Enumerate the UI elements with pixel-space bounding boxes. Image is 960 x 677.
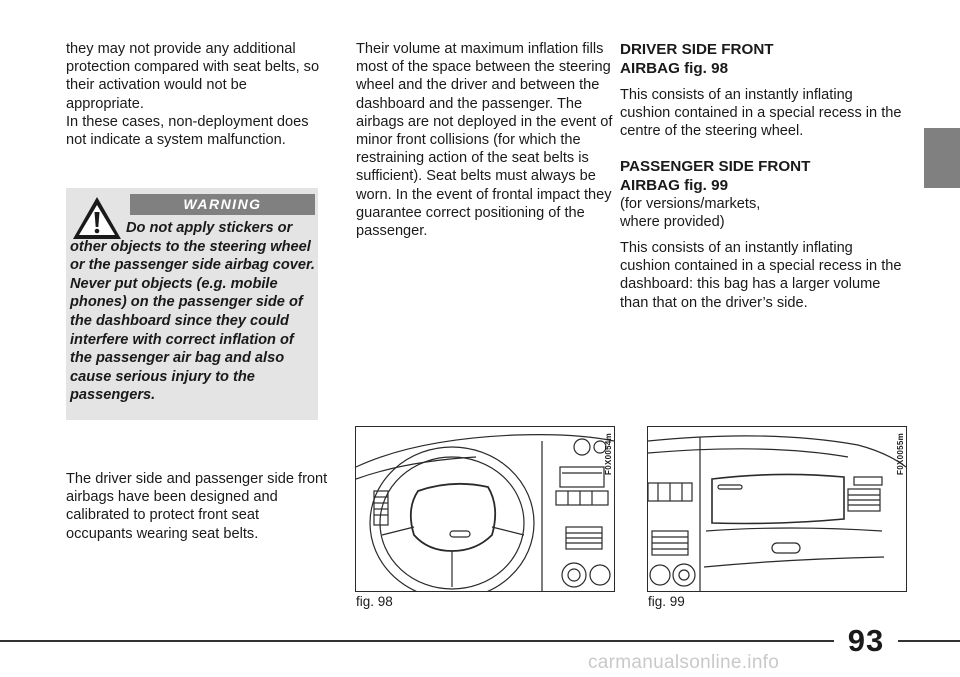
warning-title: WARNING	[130, 194, 315, 215]
passenger-dashboard-illustration	[648, 427, 906, 591]
watermark: carmanualsonline.info	[588, 652, 780, 673]
steering-wheel-illustration	[356, 427, 614, 591]
figure-98	[355, 426, 615, 592]
passenger-airbag-text: This consists of an instantly inflating cushion contained in a special recess in the dashboard: this bag has a larger volume than that on the driver’s side.	[620, 240, 902, 311]
paragraph: they may not provide any additional protection compared with seat belts, so their activation would not be appropriate.	[66, 41, 320, 112]
figure-99	[647, 426, 907, 592]
warning-box	[66, 188, 318, 420]
driver-airbag-heading: DRIVER SIDE FRONT AIRBAG fig. 98	[620, 41, 774, 77]
column-3	[620, 40, 905, 312]
passenger-airbag-heading: PASSENGER SIDE FRONT AIRBAG fig. 99	[620, 157, 811, 194]
figure-98-caption: fig. 98	[356, 594, 393, 609]
section-tab	[924, 128, 960, 188]
paragraph: In these cases, non-deployment does not indicate a system malfunction.	[66, 113, 309, 149]
paragraph: The driver side and passenger side front airbags have been designed and calibrated to protect front seat occupants wearing seat belts.	[66, 471, 328, 542]
figure-99-caption: fig. 99	[648, 594, 685, 609]
figure-code: F0X0054m	[604, 433, 613, 475]
figure-code: F0X0055m	[896, 433, 905, 475]
footer-rule	[0, 640, 960, 642]
warning-text: Do not apply stickers or other objects to the steering wheel or the passenger side airbag cover. Never put objects (e.g. mobile phones) on the passenger side of the dashboard since they could interfere with correct inflation of the passenger air bag and also cause serious injury to the passengers.	[70, 220, 315, 404]
passenger-note: (for versions/markets, where provided)	[620, 195, 761, 230]
page-number: 93	[847, 623, 885, 658]
page-number-box	[834, 624, 898, 658]
column-1-bottom	[66, 470, 328, 543]
driver-airbag-text: This consists of an instantly inflating cushion contained in a special recess in the centre of the steering wheel.	[620, 87, 902, 140]
column-1-top	[66, 40, 328, 149]
paragraph: Their volume at maximum inflation fills most of the space between the steering wheel and the driver and between the dashboard and the passenger. The airbags are not deployed in the event of minor front collisions (for which the restraining action of the seat belts is sufficient). Seat belts must always be worn. In the event of frontal impact they guarantee correct positioning of the passenger.	[356, 41, 613, 240]
column-2	[356, 40, 614, 240]
